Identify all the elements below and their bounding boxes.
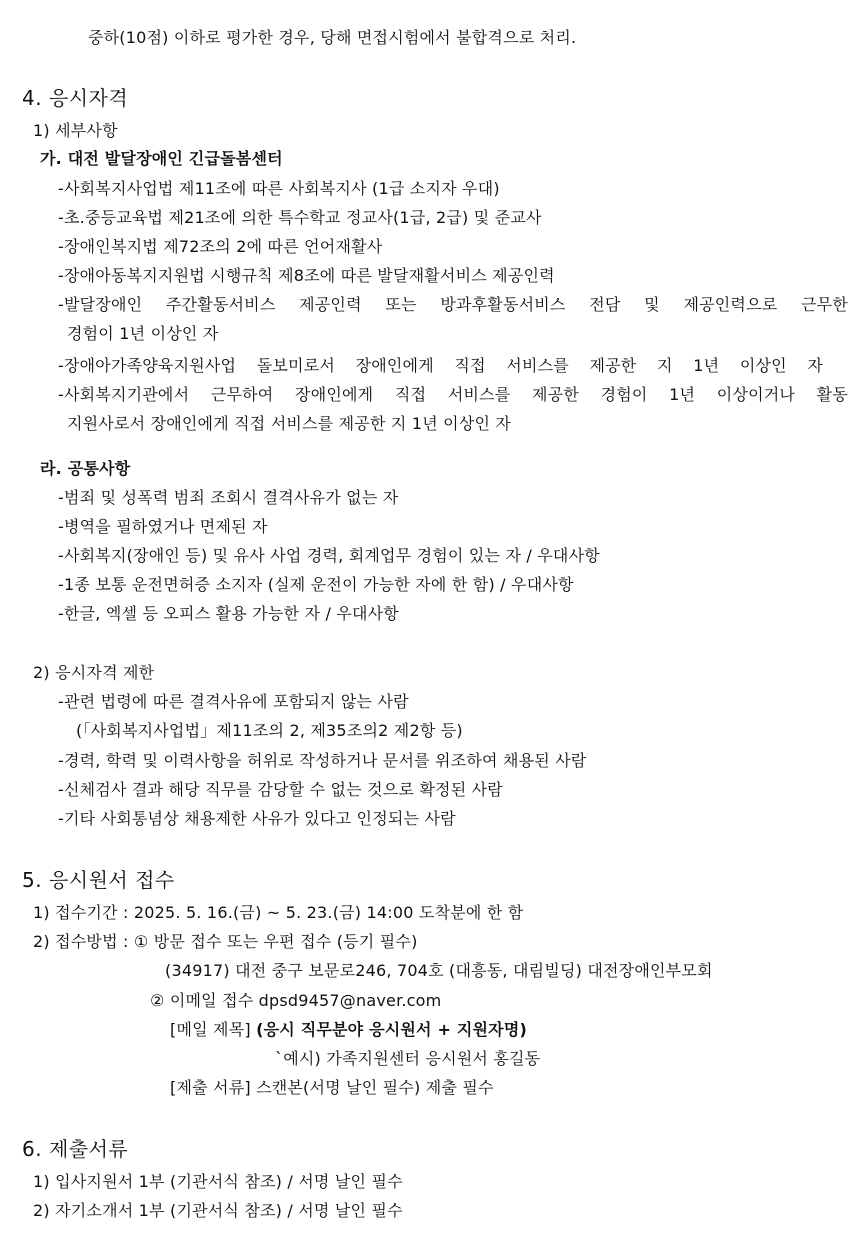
- item-ra-heading: 라. 공통사항: [40, 459, 131, 478]
- email-subject-value: (응시 직무분야 응시원서 + 지원자명): [256, 1020, 527, 1039]
- section-5-heading: 5. 응시원서 접수: [22, 868, 175, 892]
- qualification-line: -발달장애인 주간활동서비스 제공인력 또는 방과후활동서비스 전담 및 제공인력으로 근무한: [58, 295, 848, 314]
- section-4-heading: 4. 응시자격: [22, 86, 129, 110]
- qualification-line-continued: 경험이 1년 이상인 자: [67, 324, 219, 343]
- item-ga-heading: 가. 대전 발달장애인 긴급돌봄센터: [40, 149, 283, 168]
- section-6-heading: 6. 제출서류: [22, 1137, 129, 1161]
- qualification-line: -사회복지사업법 제11조에 따른 사회복지사 (1급 소지자 우대): [58, 179, 500, 198]
- qualification-line-continued: 지원사로서 장애인에게 직접 서비스를 제공한 지 1년 이상인 자: [67, 414, 512, 433]
- application-method: 2) 접수방법 : ① 방문 접수 또는 우편 접수 (등기 필수): [33, 932, 418, 951]
- required-document-line: 1) 입사지원서 1부 (기관서식 참조) / 서명 날인 필수: [33, 1172, 403, 1191]
- restriction-line: -관련 법령에 따른 결격사유에 포함되지 않는 사람: [58, 692, 409, 711]
- common-requirement-line: -사회복지(장애인 등) 및 유사 사업 경력, 회계업무 경험이 있는 자 / 우대사항: [58, 546, 600, 565]
- submission-documents-note: [제출 서류] 스캔본(서명 날인 필수) 제출 필수: [170, 1078, 494, 1097]
- restriction-line: -기타 사회통념상 채용제한 사유가 있다고 인정되는 사람: [58, 809, 456, 828]
- required-document-line: 2) 자기소개서 1부 (기관서식 참조) / 서명 날인 필수: [33, 1201, 403, 1220]
- restriction-line-continued: (「사회복지사업법」제11조의 2, 제35조의2 제2항 등): [76, 721, 463, 740]
- qualification-line: -장애아가족양육지원사업 돌보미로서 장애인에게 직접 서비스를 제공한 지 1년 이상인 자: [58, 356, 823, 375]
- restriction-line: -경력, 학력 및 이력사항을 허위로 작성하거나 문서를 위조하여 채용된 사람: [58, 751, 587, 770]
- restriction-line: -신체검사 결과 해당 직무를 감당할 수 없는 것으로 확정된 사람: [58, 780, 503, 799]
- email-subject-example: `예시) 가족지원센터 응시원서 홍길동: [275, 1049, 541, 1068]
- qualification-line: -장애아동복지지원법 시행규칙 제8조에 따른 발달재활서비스 제공인력: [58, 266, 555, 285]
- mailing-address: (34917) 대전 중구 보문로246, 704호 (대흥동, 대림빌딩) 대전장애인부모회: [165, 961, 713, 980]
- email-subject-line: [170, 1019, 527, 1041]
- qualification-line: -초.중등교육법 제21조에 의한 특수학교 정교사(1급, 2급) 및 준교사: [58, 208, 542, 227]
- common-requirement-line: -병역을 필하였거나 면제된 자: [58, 517, 268, 536]
- subsection-4-2-heading: 2) 응시자격 제한: [33, 663, 155, 682]
- email-submission: ② 이메일 접수 dpsd9457@naver.com: [150, 991, 442, 1010]
- intro-text: 중하(10점) 이하로 평가한 경우, 당해 면접시험에서 불합격으로 처리.: [88, 28, 577, 47]
- application-period: 1) 접수기간 : 2025. 5. 16.(금) ~ 5. 23.(금) 14:00 도착분에 한 함: [33, 903, 524, 922]
- email-subject-label: [메일 제목]: [170, 1020, 251, 1039]
- qualification-line: -사회복지기관에서 근무하여 장애인에게 직접 서비스를 제공한 경험이 1년 이상이거나 활동: [58, 385, 848, 404]
- common-requirement-line: -한글, 엑셀 등 오피스 활용 가능한 자 / 우대사항: [58, 604, 399, 623]
- subsection-4-1-heading: 1) 세부사항: [33, 121, 118, 140]
- common-requirement-line: -범죄 및 성폭력 범죄 조회시 결격사유가 없는 자: [58, 488, 399, 507]
- common-requirement-line: -1종 보통 운전면허증 소지자 (실제 운전이 가능한 자에 한 함) / 우대사항: [58, 575, 574, 594]
- qualification-line: -장애인복지법 제72조의 2에 따른 언어재활사: [58, 237, 383, 256]
